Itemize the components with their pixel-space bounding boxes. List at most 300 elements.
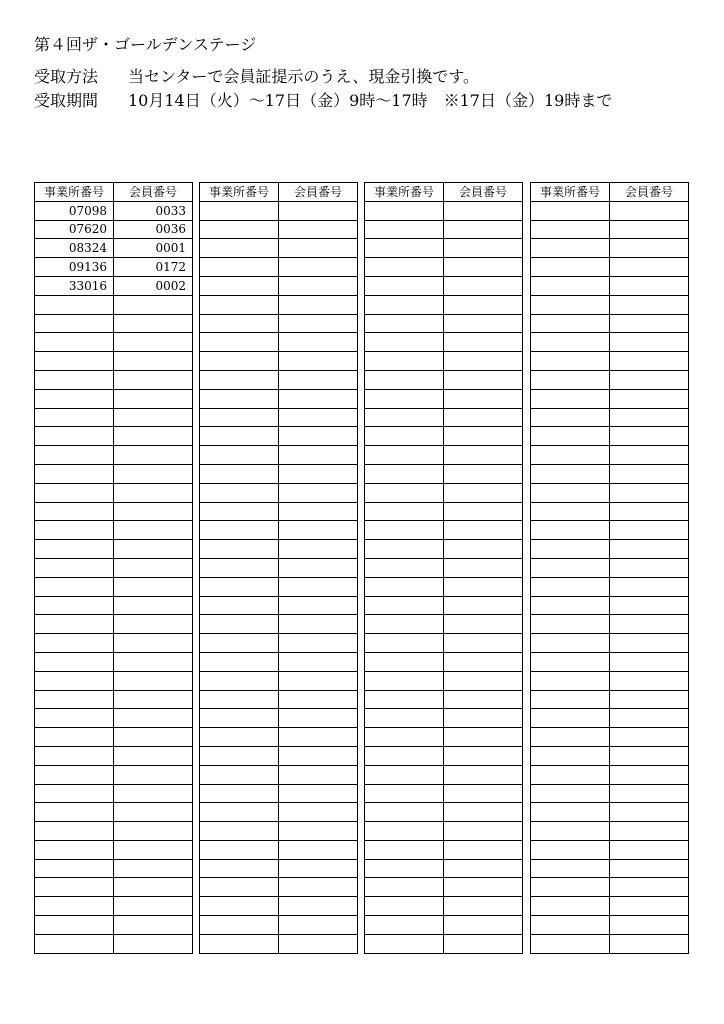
table-row — [200, 878, 358, 897]
table-row — [35, 859, 193, 878]
office-number-cell — [365, 765, 444, 784]
member-number-cell — [610, 859, 689, 878]
table-row — [531, 295, 689, 314]
member-number-cell — [444, 822, 523, 841]
table-row — [200, 840, 358, 859]
member-number-cell — [114, 803, 193, 822]
table-row — [35, 878, 193, 897]
member-number-cell — [279, 464, 358, 483]
office-number-cell — [531, 483, 610, 502]
member-number-cell — [114, 408, 193, 427]
table-row — [531, 934, 689, 953]
member-number-cell — [610, 370, 689, 389]
table-row — [531, 389, 689, 408]
member-number-cell — [114, 521, 193, 540]
member-number-cell — [114, 728, 193, 747]
table-row — [200, 483, 358, 502]
table-row — [200, 333, 358, 352]
office-number-cell — [365, 746, 444, 765]
office-number-cell — [531, 295, 610, 314]
member-number-cell — [279, 840, 358, 859]
member-number-cell — [279, 220, 358, 239]
member-number-cell — [444, 840, 523, 859]
office-number-cell — [365, 408, 444, 427]
office-number-cell — [200, 389, 279, 408]
office-number-header: 事業所番号 — [365, 183, 444, 202]
member-number-cell — [279, 258, 358, 277]
table-row — [531, 483, 689, 502]
office-number-cell — [531, 690, 610, 709]
office-number-cell — [365, 897, 444, 916]
receipt-method-text: 当センターで会員証提示のうえ、現金引換です。 — [128, 67, 480, 86]
member-number-cell — [610, 314, 689, 333]
office-number-header: 事業所番号 — [531, 183, 610, 202]
member-number-cell — [610, 596, 689, 615]
office-number-cell: 07098 — [35, 201, 114, 220]
office-number-cell — [531, 916, 610, 935]
member-number-cell — [444, 746, 523, 765]
table-row — [35, 295, 193, 314]
office-number-cell — [365, 220, 444, 239]
table-row — [200, 784, 358, 803]
office-number-cell — [531, 558, 610, 577]
table-row — [35, 333, 193, 352]
office-number-cell — [531, 784, 610, 803]
office-number-cell — [35, 446, 114, 465]
member-number-cell — [610, 878, 689, 897]
winners-table-4 — [530, 182, 689, 954]
member-number-cell — [114, 596, 193, 615]
office-number-cell — [200, 483, 279, 502]
member-number-cell — [610, 840, 689, 859]
member-number-cell — [610, 483, 689, 502]
member-number-cell — [114, 427, 193, 446]
table-row — [200, 521, 358, 540]
member-number-cell — [444, 540, 523, 559]
member-number-cell — [610, 295, 689, 314]
table-row — [200, 389, 358, 408]
office-number-cell — [35, 897, 114, 916]
member-number-cell: 0033 — [114, 201, 193, 220]
office-number-cell — [531, 652, 610, 671]
table-header-row — [200, 183, 358, 202]
office-number-cell — [365, 446, 444, 465]
table-row — [200, 596, 358, 615]
office-number-cell — [35, 540, 114, 559]
table-row — [200, 464, 358, 483]
member-number-cell — [444, 784, 523, 803]
office-number-cell — [365, 502, 444, 521]
office-number-cell — [35, 746, 114, 765]
office-number-cell — [200, 878, 279, 897]
table-row — [35, 916, 193, 935]
office-number-cell — [200, 728, 279, 747]
member-number-cell — [444, 803, 523, 822]
table-row — [531, 370, 689, 389]
table-row — [200, 258, 358, 277]
table-row — [531, 446, 689, 465]
office-number-cell — [200, 690, 279, 709]
table-row — [200, 765, 358, 784]
member-number-cell — [610, 540, 689, 559]
office-number-cell — [200, 408, 279, 427]
office-number-cell — [531, 314, 610, 333]
member-number-cell — [279, 916, 358, 935]
office-number-cell — [531, 352, 610, 371]
table-row — [365, 464, 523, 483]
page-title: 第４回ザ・ゴールデンステージ — [34, 35, 257, 54]
office-number-cell — [35, 333, 114, 352]
office-number-cell — [531, 521, 610, 540]
office-number-cell — [200, 803, 279, 822]
member-number-cell — [444, 314, 523, 333]
member-number-cell — [279, 521, 358, 540]
table-row — [365, 314, 523, 333]
table-row — [531, 840, 689, 859]
table-row — [531, 709, 689, 728]
office-number-cell — [35, 615, 114, 634]
table-row — [200, 352, 358, 371]
table-row — [531, 728, 689, 747]
member-number-cell: 0172 — [114, 258, 193, 277]
table-row — [200, 201, 358, 220]
office-number-cell — [365, 276, 444, 295]
table-row — [200, 652, 358, 671]
table-row — [35, 652, 193, 671]
member-number-cell — [610, 502, 689, 521]
table-row — [200, 577, 358, 596]
member-number-cell — [610, 201, 689, 220]
table-row — [365, 370, 523, 389]
table-row — [365, 258, 523, 277]
member-number-cell — [610, 822, 689, 841]
table-row — [531, 352, 689, 371]
office-number-cell — [35, 859, 114, 878]
table-row — [531, 803, 689, 822]
member-number-cell — [279, 483, 358, 502]
table-row — [200, 615, 358, 634]
table-row — [531, 577, 689, 596]
office-number-cell — [35, 840, 114, 859]
member-number-cell — [610, 521, 689, 540]
member-number-cell — [114, 840, 193, 859]
table-row — [200, 295, 358, 314]
member-number-cell — [444, 483, 523, 502]
office-number-cell — [35, 314, 114, 333]
member-number-cell — [610, 389, 689, 408]
member-number-cell — [279, 671, 358, 690]
member-number-cell — [610, 690, 689, 709]
member-number-cell — [610, 577, 689, 596]
office-number-cell — [200, 521, 279, 540]
table-row — [35, 446, 193, 465]
office-number-cell — [200, 540, 279, 559]
member-number-cell — [114, 784, 193, 803]
member-number-cell — [279, 634, 358, 653]
member-number-cell — [114, 765, 193, 784]
member-number-cell — [279, 540, 358, 559]
office-number-cell — [531, 258, 610, 277]
office-number-cell — [365, 389, 444, 408]
office-number-cell — [200, 201, 279, 220]
table-row — [531, 652, 689, 671]
member-number-cell — [444, 878, 523, 897]
table-row — [35, 897, 193, 916]
member-number-cell — [444, 615, 523, 634]
office-number-cell — [200, 558, 279, 577]
table-row — [365, 746, 523, 765]
office-number-cell — [531, 822, 610, 841]
office-number-cell — [531, 840, 610, 859]
table-row — [365, 408, 523, 427]
table-row — [365, 333, 523, 352]
office-number-cell — [365, 464, 444, 483]
member-number-cell — [279, 276, 358, 295]
table-row — [200, 634, 358, 653]
member-number-header: 会員番号 — [444, 183, 523, 202]
table-row — [200, 803, 358, 822]
table-row — [365, 558, 523, 577]
member-number-cell — [610, 897, 689, 916]
office-number-cell — [531, 446, 610, 465]
table-row — [35, 596, 193, 615]
member-number-cell — [444, 258, 523, 277]
office-number-cell — [35, 483, 114, 502]
office-number-cell — [35, 427, 114, 446]
office-number-cell — [365, 690, 444, 709]
table-row — [35, 521, 193, 540]
table-row — [531, 596, 689, 615]
office-number-cell — [531, 746, 610, 765]
office-number-cell — [365, 370, 444, 389]
member-number-cell — [114, 540, 193, 559]
member-number-cell — [114, 878, 193, 897]
office-number-cell — [35, 878, 114, 897]
office-number-cell — [200, 822, 279, 841]
member-number-cell — [279, 370, 358, 389]
member-number-cell — [444, 502, 523, 521]
member-number-cell — [444, 709, 523, 728]
office-number-cell — [365, 540, 444, 559]
office-number-cell — [35, 596, 114, 615]
member-number-cell — [114, 671, 193, 690]
table-row — [200, 728, 358, 747]
table-row — [35, 615, 193, 634]
office-number-cell — [200, 897, 279, 916]
office-number-cell — [35, 577, 114, 596]
office-number-cell — [35, 408, 114, 427]
member-number-cell — [444, 634, 523, 653]
receipt-period-label: 受取期間 — [34, 91, 99, 110]
table-row — [531, 239, 689, 258]
office-number-cell — [531, 728, 610, 747]
office-number-cell — [365, 521, 444, 540]
office-number-cell — [365, 803, 444, 822]
member-number-cell — [444, 239, 523, 258]
member-number-cell — [114, 652, 193, 671]
member-number-cell — [279, 615, 358, 634]
member-number-cell — [279, 746, 358, 765]
table-row — [200, 408, 358, 427]
member-number-cell — [610, 728, 689, 747]
office-number-cell — [531, 897, 610, 916]
table-row — [365, 596, 523, 615]
member-number-cell — [114, 934, 193, 953]
member-number-cell — [279, 897, 358, 916]
office-number-cell — [200, 314, 279, 333]
office-number-cell — [200, 220, 279, 239]
table-row — [365, 652, 523, 671]
member-number-cell — [610, 916, 689, 935]
table-row — [200, 709, 358, 728]
office-number-cell — [365, 201, 444, 220]
office-number-cell — [35, 916, 114, 935]
table-row — [200, 314, 358, 333]
member-number-cell — [444, 765, 523, 784]
office-number-cell — [35, 690, 114, 709]
table-row — [200, 822, 358, 841]
office-number-cell — [35, 558, 114, 577]
office-number-cell — [531, 427, 610, 446]
office-number-cell — [365, 784, 444, 803]
table-row — [365, 577, 523, 596]
table-row — [35, 728, 193, 747]
member-number-cell — [610, 408, 689, 427]
member-number-cell — [279, 728, 358, 747]
office-number-cell — [365, 333, 444, 352]
member-number-cell — [114, 389, 193, 408]
table-row — [531, 427, 689, 446]
member-number-cell — [444, 934, 523, 953]
office-number-cell — [531, 634, 610, 653]
table-row — [531, 464, 689, 483]
table-row — [365, 840, 523, 859]
table-row — [531, 521, 689, 540]
office-number-cell — [365, 615, 444, 634]
member-number-cell: 0036 — [114, 220, 193, 239]
member-number-cell — [610, 765, 689, 784]
table-header-row — [35, 183, 193, 202]
office-number-cell — [200, 634, 279, 653]
table-row — [35, 483, 193, 502]
table-row — [35, 502, 193, 521]
office-number-cell — [200, 709, 279, 728]
winners-table-3 — [364, 182, 523, 954]
member-number-cell — [444, 596, 523, 615]
table-row — [35, 709, 193, 728]
member-number-cell — [610, 652, 689, 671]
member-number-header: 会員番号 — [279, 183, 358, 202]
table-row — [531, 822, 689, 841]
table-row — [35, 201, 193, 220]
office-number-cell — [531, 765, 610, 784]
member-number-cell — [114, 859, 193, 878]
member-number-cell — [114, 897, 193, 916]
table-row — [200, 746, 358, 765]
office-number-cell — [200, 916, 279, 935]
office-number-cell — [35, 464, 114, 483]
table-row — [531, 916, 689, 935]
receipt-method-label: 受取方法 — [34, 67, 99, 86]
member-number-cell — [279, 822, 358, 841]
office-number-cell — [200, 652, 279, 671]
office-number-cell — [365, 709, 444, 728]
office-number-cell — [365, 558, 444, 577]
office-number-cell — [200, 464, 279, 483]
member-number-cell — [279, 389, 358, 408]
office-number-cell — [531, 577, 610, 596]
member-number-cell — [610, 803, 689, 822]
office-number-cell: 33016 — [35, 276, 114, 295]
table-row — [35, 352, 193, 371]
office-number-cell — [200, 352, 279, 371]
office-number-cell: 07620 — [35, 220, 114, 239]
table-row — [200, 897, 358, 916]
member-number-cell — [610, 239, 689, 258]
receipt-period-line — [34, 90, 612, 112]
table-row — [365, 671, 523, 690]
member-number-cell — [114, 615, 193, 634]
table-row — [365, 502, 523, 521]
member-number-cell — [279, 709, 358, 728]
member-number-cell — [444, 370, 523, 389]
table-row — [531, 615, 689, 634]
member-number-cell — [610, 333, 689, 352]
member-number-cell — [114, 370, 193, 389]
table-row — [35, 258, 193, 277]
table-row — [200, 427, 358, 446]
table-row — [365, 540, 523, 559]
member-number-cell — [610, 220, 689, 239]
table-row — [531, 878, 689, 897]
office-number-cell — [365, 258, 444, 277]
table-row — [200, 540, 358, 559]
table-row — [531, 220, 689, 239]
member-number-cell — [610, 352, 689, 371]
member-number-cell — [114, 690, 193, 709]
member-number-cell — [279, 333, 358, 352]
member-number-cell — [114, 502, 193, 521]
table-row — [365, 483, 523, 502]
table-row — [531, 408, 689, 427]
office-number-cell — [35, 634, 114, 653]
office-number-cell — [200, 427, 279, 446]
office-number-cell — [35, 295, 114, 314]
table-row — [200, 502, 358, 521]
office-number-cell — [365, 596, 444, 615]
office-number-cell — [35, 389, 114, 408]
office-number-cell — [531, 803, 610, 822]
member-number-cell — [444, 652, 523, 671]
member-number-cell — [444, 220, 523, 239]
member-number-cell — [610, 558, 689, 577]
office-number-cell — [531, 502, 610, 521]
table-row — [531, 314, 689, 333]
member-number-cell — [114, 314, 193, 333]
table-row — [35, 840, 193, 859]
office-number-cell — [531, 408, 610, 427]
office-number-cell — [35, 728, 114, 747]
member-number-cell — [610, 934, 689, 953]
office-number-cell — [200, 596, 279, 615]
member-number-cell — [610, 464, 689, 483]
member-number-cell — [114, 295, 193, 314]
member-number-cell — [114, 746, 193, 765]
member-number-cell — [114, 333, 193, 352]
member-number-cell — [444, 389, 523, 408]
table-row — [365, 765, 523, 784]
office-number-cell — [35, 352, 114, 371]
